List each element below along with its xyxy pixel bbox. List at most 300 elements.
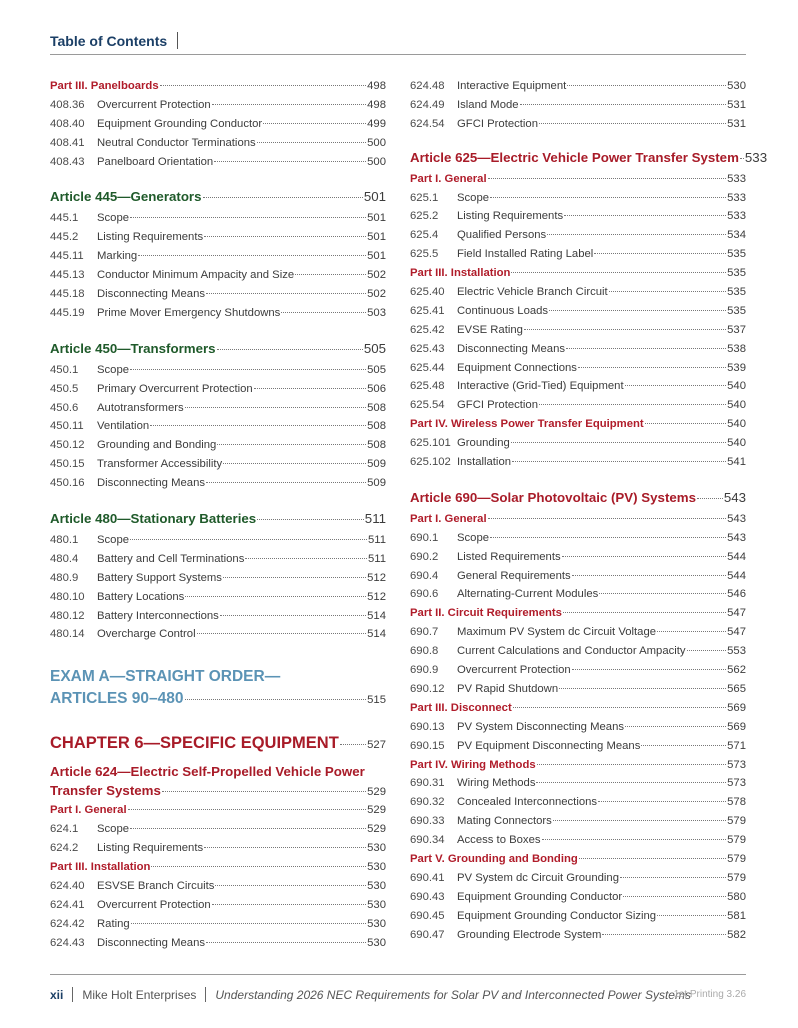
page-ref: 533 [727, 210, 746, 223]
toc-entry-row[interactable] [50, 228, 386, 247]
leader-dots [204, 847, 366, 848]
section-title: Grounding [457, 437, 510, 450]
leader-dots [257, 519, 364, 520]
part-label: Part III. Panelboards [50, 80, 159, 92]
toc-entry-row[interactable] [50, 285, 386, 304]
toc-entry-row[interactable] [410, 585, 746, 604]
toc-entry-row[interactable] [50, 247, 386, 266]
page-ref: 533 [727, 191, 746, 204]
leader-dots [151, 866, 366, 867]
section-title: Overcurrent Protection [97, 98, 211, 111]
toc-entry-row[interactable] [50, 266, 386, 285]
footer-divider [72, 987, 73, 1002]
page-ref: 533 [727, 172, 746, 185]
page-ref: 534 [727, 229, 746, 242]
leader-dots [488, 178, 727, 179]
page-ref: 539 [727, 361, 746, 374]
toc-article-row[interactable] [50, 185, 386, 209]
section-title: Overcharge Control [97, 628, 196, 641]
section-number: 480.9 [50, 571, 79, 584]
section-title: ESVSE Branch Circuits [97, 879, 215, 892]
toc-entry-row[interactable] [50, 877, 386, 896]
section-number: 480.4 [50, 552, 79, 565]
toc-part-row[interactable] [50, 77, 386, 96]
leader-dots [542, 839, 727, 840]
chapter-title: CHAPTER 6—SPECIFIC EQUIPMENT [50, 734, 339, 753]
page-ref: 535 [727, 267, 746, 280]
toc-entry-row[interactable] [410, 207, 746, 226]
section-title: Scope [457, 191, 490, 204]
leader-dots [625, 726, 726, 727]
section-number: 450.5 [50, 382, 79, 395]
leader-dots [204, 236, 366, 237]
leader-dots [578, 367, 726, 368]
section-number: 690.6 [410, 588, 439, 601]
toc-entry-row[interactable] [410, 548, 746, 567]
section-title: Interactive Equipment [457, 80, 567, 92]
toc-entry-row[interactable] [50, 436, 386, 455]
section-number: 625.43 [410, 342, 445, 355]
leader-dots [559, 688, 726, 689]
page-ref: 530 [367, 879, 386, 892]
section-title: Listed Requirements [457, 550, 561, 563]
section-title: Equipment Grounding Conductor [97, 117, 263, 130]
leader-dots [609, 291, 726, 292]
toc-entry-group [410, 434, 746, 472]
leader-dots [162, 791, 366, 792]
toc-entry-row[interactable] [410, 321, 746, 340]
toc-entry-group [410, 283, 746, 415]
section-number: 408.43 [50, 155, 85, 168]
page-ref: 580 [727, 890, 746, 903]
toc-entry-row[interactable] [50, 625, 386, 644]
toc-entry-row[interactable] [50, 569, 386, 588]
section-number: 450.15 [50, 458, 85, 471]
page-header [50, 31, 746, 51]
section-title: Mating Connectors [457, 815, 552, 828]
toc-entry-row[interactable] [50, 896, 386, 915]
part-label: Part I. General [50, 804, 127, 817]
page-ref: 506 [367, 382, 386, 395]
leader-dots [511, 272, 726, 273]
toc-entry-row[interactable] [410, 567, 746, 586]
section-title: Overcurrent Protection [457, 664, 571, 677]
toc-entry-row[interactable] [410, 718, 746, 737]
toc-entry-row[interactable] [410, 453, 746, 472]
toc-entry-row[interactable] [50, 209, 386, 228]
section-number: 690.4 [410, 569, 439, 582]
section-title: GFCI Protection [457, 117, 538, 130]
leader-dots [511, 442, 726, 443]
section-title: Current Calculations and Conductor Ampacity [457, 645, 686, 658]
toc-entry-row[interactable] [410, 831, 746, 850]
toc-entry-row[interactable] [410, 226, 746, 245]
leader-dots [150, 425, 366, 426]
section-number: 625.101 [410, 437, 451, 450]
section-number: 690.9 [410, 664, 439, 677]
toc-entry-row[interactable] [50, 380, 386, 399]
section-title: Marking [97, 250, 138, 263]
toc-entry-row[interactable] [50, 550, 386, 569]
article-title: Article 690—Solar Photovoltaic (PV) Systems [410, 489, 696, 505]
section-title: Field Installed Rating Label [457, 248, 594, 261]
page-ref: 505 [363, 340, 386, 356]
leader-dots [214, 161, 366, 162]
leader-dots [567, 85, 726, 86]
section-number: 625.54 [410, 399, 445, 412]
article-title: Article 450—Transformers [50, 340, 216, 356]
toc-part-row[interactable] [410, 604, 746, 623]
toc-entry-row[interactable] [410, 926, 746, 945]
page-ref: 508 [367, 420, 386, 433]
section-number: 624.43 [50, 936, 85, 949]
toc-part-row[interactable] [410, 699, 746, 718]
page-ref: 547 [727, 626, 746, 639]
toc-article-row[interactable] [410, 146, 768, 170]
page-ref: 579 [727, 852, 746, 865]
section-number: 480.14 [50, 628, 85, 641]
toc-part-row[interactable] [410, 415, 746, 434]
section-number: 624.40 [50, 879, 85, 892]
page-ref: 540 [727, 399, 746, 412]
leader-dots [594, 253, 726, 254]
page-ref: 509 [367, 458, 386, 471]
company-name: Mike Holt Enterprises [82, 988, 197, 1002]
section-title: Alternating-Current Modules [457, 588, 599, 601]
section-title: PV Equipment Disconnecting Means [457, 739, 641, 752]
leader-dots [130, 539, 367, 540]
toc-right-column [410, 77, 768, 944]
leader-dots [223, 463, 366, 464]
toc-entry-row[interactable] [410, 77, 746, 96]
section-title: Listing Requirements [457, 210, 564, 223]
leader-dots [217, 349, 363, 350]
toc-entry-row[interactable] [50, 531, 386, 550]
toc-entry-row[interactable] [50, 915, 386, 934]
leader-dots [687, 650, 727, 651]
leader-dots [130, 217, 366, 218]
leader-dots [539, 404, 726, 405]
leader-dots [697, 498, 723, 499]
leader-dots [206, 942, 366, 943]
leader-dots [562, 556, 727, 557]
toc-entry-row[interactable] [50, 304, 386, 323]
leader-dots [524, 329, 726, 330]
toc-entry-row[interactable] [410, 661, 746, 680]
section-number: 450.11 [50, 420, 84, 433]
leader-dots [513, 707, 726, 708]
leader-dots [212, 904, 366, 905]
page-ref: 500 [367, 136, 386, 149]
leader-dots [566, 348, 726, 349]
section-number: 450.12 [50, 439, 85, 452]
section-number: 625.2 [410, 210, 439, 223]
leader-dots [254, 388, 366, 389]
toc-entry-row[interactable] [410, 283, 746, 302]
exam-heading[interactable] [50, 666, 386, 710]
page-ref: 529 [367, 804, 386, 817]
footer-rule [50, 974, 746, 975]
leader-dots [488, 518, 727, 519]
toc-left-column [50, 77, 386, 953]
toc-entry-row[interactable] [50, 839, 386, 858]
part-label: Part II. Circuit Requirements [410, 607, 562, 620]
page-ref: 514 [367, 609, 386, 622]
section-number: 625.48 [410, 380, 445, 393]
section-number: 690.1 [410, 531, 439, 544]
toc-part-row[interactable] [410, 510, 746, 529]
toc-entry-row[interactable] [410, 115, 746, 134]
leader-dots [130, 828, 366, 829]
toc-entry-group [50, 820, 386, 858]
section-number: 625.40 [410, 286, 445, 299]
section-number: 450.6 [50, 401, 79, 414]
toc-article-row[interactable] [410, 486, 746, 510]
toc-part-row[interactable] [410, 850, 746, 869]
page-ref: 502 [367, 269, 386, 282]
leader-dots [572, 669, 726, 670]
page-ref: 530 [367, 842, 386, 855]
toc-entry-row[interactable] [50, 474, 386, 493]
leader-dots [223, 577, 366, 578]
section-title: Island Mode [457, 98, 519, 111]
page-footer [50, 986, 746, 1004]
leader-dots [340, 744, 366, 745]
page-ref: 498 [367, 80, 386, 92]
leader-dots [197, 633, 367, 634]
leader-dots [217, 444, 366, 445]
toc-entry-row[interactable] [50, 820, 386, 839]
page-ref: 527 [367, 739, 386, 752]
page-ref: 562 [727, 664, 746, 677]
page-ref: 537 [727, 323, 746, 336]
toc-entry-group [50, 209, 386, 322]
toc-part-row[interactable] [410, 264, 746, 283]
section-number: 625.4 [410, 229, 439, 242]
toc-entry-row[interactable] [50, 361, 386, 380]
section-title: Scope [97, 823, 130, 836]
toc-entry-row[interactable] [410, 680, 746, 699]
toc-entry-row[interactable] [50, 115, 386, 134]
section-number: 690.33 [410, 815, 445, 828]
section-number: 480.1 [50, 534, 79, 547]
section-title: Equipment Grounding Conductor [457, 890, 623, 903]
toc-entry-row[interactable] [50, 455, 386, 474]
leader-dots [203, 197, 363, 198]
leader-dots [623, 896, 726, 897]
toc-part-row[interactable] [410, 170, 746, 189]
toc-entry-row[interactable] [410, 869, 746, 888]
section-number: 624.1 [50, 823, 79, 836]
section-number: 690.32 [410, 796, 445, 809]
toc-article-row[interactable] [50, 507, 386, 531]
section-title: PV Rapid Shutdown [457, 682, 559, 695]
toc-entry-group [410, 77, 746, 134]
section-number: 624.42 [50, 917, 85, 930]
toc-entry-row[interactable] [50, 96, 386, 115]
page-ref: 512 [367, 571, 386, 584]
page-ref: 511 [364, 511, 386, 527]
section-title: Overcurrent Protection [97, 898, 211, 911]
page-ref: 512 [367, 590, 386, 603]
page-ref: 501 [367, 231, 386, 244]
page-ref: 547 [727, 607, 746, 620]
toc-entry-row[interactable] [410, 888, 746, 907]
toc-entry-row[interactable] [410, 396, 746, 415]
section-title: Disconnecting Means [97, 936, 206, 949]
section-title: Scope [97, 212, 130, 225]
part-label: Part III. Installation [50, 861, 151, 874]
toc-entry-row[interactable] [410, 623, 746, 642]
toc-entry-row[interactable] [50, 134, 386, 153]
page-ref: 535 [727, 304, 746, 317]
section-number: 408.40 [50, 117, 85, 130]
toc-entry-group [410, 718, 746, 756]
page-ref: 531 [727, 117, 746, 130]
section-title: Installation [457, 456, 512, 469]
toc-part-row[interactable] [410, 756, 746, 775]
section-title: Disconnecting Means [97, 288, 206, 301]
toc-entry-row[interactable] [410, 434, 746, 453]
section-title: Listing Requirements [97, 842, 204, 855]
section-title: Grounding Electrode System [457, 928, 602, 941]
leader-dots [598, 801, 726, 802]
chapter-heading[interactable] [50, 730, 386, 756]
page-ref: 579 [727, 834, 746, 847]
toc-entry-row[interactable] [410, 774, 746, 793]
toc-entry-group [410, 869, 746, 945]
page-ref: 531 [727, 98, 746, 111]
toc-entry-row[interactable] [50, 417, 386, 436]
section-number: 480.12 [50, 609, 85, 622]
section-title: Prime Mover Emergency Shutdowns [97, 306, 281, 319]
leader-dots [520, 104, 727, 105]
leader-dots [215, 885, 366, 886]
section-title: Listing Requirements [97, 231, 204, 244]
leader-dots [602, 934, 726, 935]
page-ref: 511 [367, 552, 386, 565]
toc-entry-row[interactable] [410, 340, 746, 359]
leader-dots [128, 809, 367, 810]
page-ref: 514 [367, 628, 386, 641]
toc-entry-row[interactable] [410, 642, 746, 661]
leader-dots [657, 631, 726, 632]
page-ref: 515 [367, 694, 386, 707]
page-ref: 498 [367, 98, 386, 111]
toc-entry-row[interactable] [50, 588, 386, 607]
section-number: 625.5 [410, 248, 439, 261]
article-title: Article 445—Generators [50, 189, 202, 205]
part-label: Part V. Grounding and Bonding [410, 852, 578, 865]
page-ref: 571 [727, 739, 746, 752]
leader-dots [620, 877, 726, 878]
toc-entry-row[interactable] [410, 907, 746, 926]
section-number: 690.15 [410, 739, 445, 752]
section-title: PV System dc Circuit Grounding [457, 871, 619, 884]
section-title: Continuous Loads [457, 304, 549, 317]
toc-entry-row[interactable] [50, 153, 386, 172]
toc-entry-row[interactable] [410, 359, 746, 378]
toc-entry-row[interactable] [50, 399, 386, 418]
page-ref: 573 [727, 777, 746, 790]
part-label: Part I. General [410, 172, 487, 185]
section-title: GFCI Protection [457, 399, 538, 412]
section-title: EVSE Rating [457, 323, 523, 336]
page-ref: 579 [727, 815, 746, 828]
page-ref: 501 [363, 189, 386, 205]
section-title: Primary Overcurrent Protection [97, 382, 253, 395]
section-number: 624.54 [410, 117, 445, 130]
part-label: Part I. General [410, 512, 487, 525]
section-title: Qualified Persons [457, 229, 547, 242]
toc-entry-row[interactable] [410, 189, 746, 208]
toc-entry-row[interactable] [410, 793, 746, 812]
toc-entry-group [50, 96, 386, 172]
toc-part-row[interactable] [50, 801, 386, 820]
leader-dots [549, 310, 726, 311]
leader-dots [220, 615, 366, 616]
leader-dots [206, 293, 366, 294]
page-ref: 535 [727, 248, 746, 261]
toc-entry-row[interactable] [50, 934, 386, 953]
section-number: 445.19 [50, 306, 85, 319]
leader-dots [490, 537, 726, 538]
toc-entry-group [410, 774, 746, 850]
section-title: Battery and Cell Terminations [97, 552, 245, 565]
leader-dots [547, 234, 726, 235]
toc-article-row[interactable] [50, 337, 386, 361]
section-number: 480.10 [50, 590, 85, 603]
section-number: 445.2 [50, 231, 79, 244]
toc-entry-row[interactable] [410, 245, 746, 264]
section-title: General Requirements [457, 569, 571, 582]
section-number: 408.41 [50, 136, 85, 149]
page-ref: 529 [367, 823, 386, 836]
page-ref: 530 [367, 936, 386, 949]
section-title: Equipment Grounding Conductor Sizing [457, 909, 657, 922]
leader-dots [160, 85, 367, 86]
leader-dots [281, 312, 366, 313]
section-title: Transformer Accessibility [97, 458, 223, 471]
page-ref: 573 [727, 758, 746, 771]
toc-article-row[interactable] [50, 762, 386, 801]
article-title-line1: Article 624—Electric Self-Propelled Vehicle Power [50, 764, 365, 780]
section-title: Conductor Minimum Ampacity and Size [97, 269, 295, 282]
page-ref: 503 [367, 306, 386, 319]
section-number: 408.36 [50, 98, 85, 111]
leader-dots [537, 764, 726, 765]
section-number: 625.1 [410, 191, 439, 204]
printing-note: 1st Printing 3.26 [673, 989, 746, 1000]
section-title: Scope [457, 531, 490, 544]
toc-part-row[interactable] [50, 858, 386, 877]
toc-entry-row[interactable] [410, 812, 746, 831]
leader-dots [539, 123, 726, 124]
toc-entry-row[interactable] [410, 377, 746, 396]
leader-dots [657, 915, 726, 916]
page-ref: 569 [727, 701, 746, 714]
exam-title-line2: ARTICLES 90–480 [50, 690, 184, 708]
section-title: Electric Vehicle Branch Circuit [457, 286, 608, 299]
page-ref: 509 [367, 477, 386, 490]
toc-entry-row[interactable] [410, 737, 746, 756]
toc-entry-row[interactable] [410, 529, 746, 548]
section-number: 690.43 [410, 890, 445, 903]
toc-entry-row[interactable] [410, 96, 746, 115]
toc-entry-row[interactable] [50, 607, 386, 626]
toc-entry-row[interactable] [410, 302, 746, 321]
section-title: Maximum PV System dc Circuit Voltage [457, 626, 657, 639]
